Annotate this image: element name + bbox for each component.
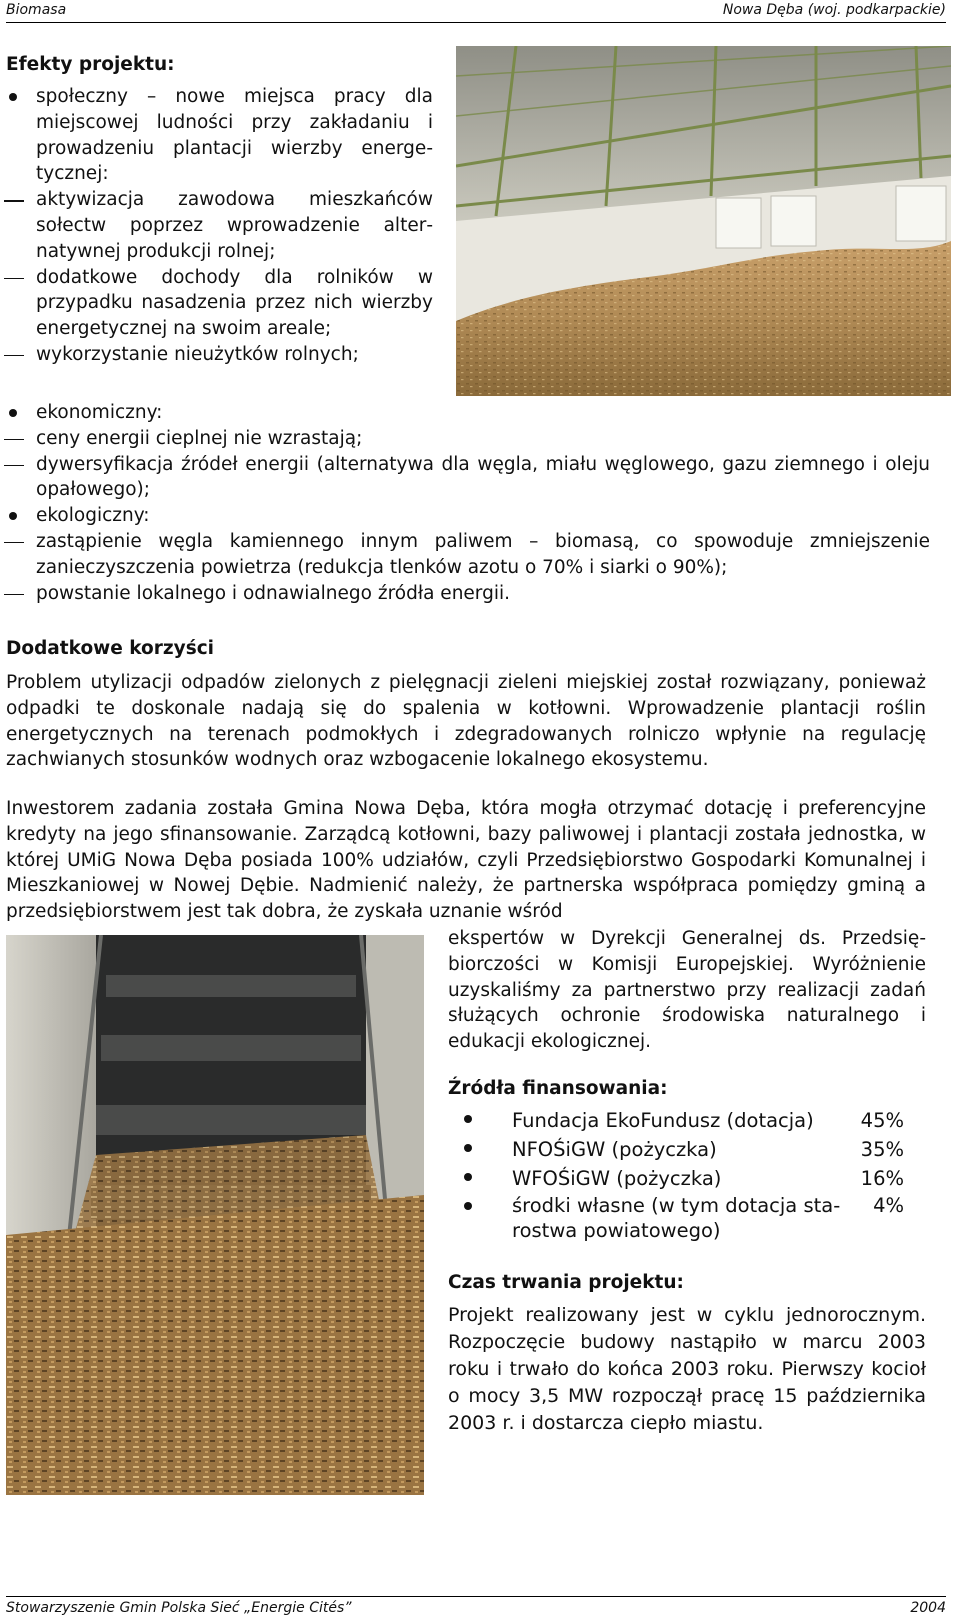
economic-subitems: [6, 426, 930, 503]
funding-item-percent: 45%: [860, 1109, 904, 1132]
effect-ecological: [6, 503, 930, 606]
ecological-subitems: [6, 529, 930, 606]
economic-subitem: dywersyfikacja źródeł energii (alternatywa dla węgla, miału węglowego, gazu ziemnego i oleju opałowego);: [6, 452, 930, 504]
funding-item-label: WFOŚiGW (pożyczka): [512, 1167, 722, 1190]
funding-item-percent: 4%: [873, 1194, 904, 1217]
investor-continuation: ekspertów w Dyrekcji Generalnej ds. Przedsiębiorczości w Komisji Europejskiej. Wyróżnienie uzyskaliśmy za partnerstwo przy realizacji zadań służących ochronie środowiska naturalnego i edukacji ekologicznej.: [448, 928, 926, 1053]
wood-chip-storage-photo: [456, 46, 951, 396]
social-subitem: wykorzystanie nieużytków rolnych;: [6, 342, 433, 368]
investor-paragraph: Inwestorem zadania została Gmina Nowa Dęba, która mogła otrzymać dotację i preferencyjne kredyty na jego sfinansowanie. Zarządcą kotłowni, bazy paliwowej i plantacji została jednostka, w której UMiG Nowa Dęba posiada 100% udziałów, czyli Przedsiębiorstwo Gospodarki Komunalnej i Mieszkaniowej w Nowej Dębie. Nadmienić należy, że partnerska współpraca pomiędzy gminą a przedsiębiorstwem jest tak dobra, że zyskała uznanie wśród: [6, 798, 926, 923]
effects-upper-list: [6, 84, 433, 368]
effects-heading: Efekty projektu:: [6, 54, 175, 75]
storage-hall-illustration: [456, 46, 951, 396]
footer-left: Stowarzyszenie Gmin Polska Sieć „Energie Cités”: [6, 1600, 352, 1616]
footer-right: 2004: [910, 1600, 946, 1616]
conveyor-illustration: [6, 935, 424, 1495]
funding-item-label: środki własne (w tym dotacja starostwa powiatowego): [512, 1194, 841, 1242]
running-footer: [6, 1596, 946, 1619]
duration-heading: Czas trwania projektu:: [448, 1272, 684, 1293]
economic-subitem: ceny energii cieplnej nie wzrastają;: [6, 426, 930, 452]
funding-item: [448, 1193, 908, 1243]
funding-heading: Źródła finansowania:: [448, 1078, 668, 1099]
benefits-heading: Dodatkowe korzyści: [6, 638, 215, 659]
effects-bullet-list-2: [6, 400, 930, 606]
duration-paragraph: Projekt realizowany jest w cyklu jednorocznym. Rozpoczęcie budowy nastąpiło w marcu 2003 roku i trwało do końca 2003 roku. Pierwszy kocioł o mocy 3,5 MW rozpoczął pracę 15 października 2003 r. i dostarcza ciepło miastu.: [448, 1304, 926, 1434]
effect-social-text: społeczny – nowe miejsca pracy dla miejscowej ludności przy zakładaniu i prowadzeniu plantacji wierzby energetycznej:: [36, 86, 433, 185]
funding-list: [448, 1106, 908, 1243]
ecological-subitem: zastąpienie węgla kamiennego innym paliwem – biomasą, co spowoduje zmniejszenie zanieczyszczenia powietrza (redukcja tlenków azotu o 70% i siarki o 90%);: [6, 529, 930, 581]
funding-item: [448, 1106, 908, 1135]
social-subitem: aktywizacja zawodowa mieszkańców sołectw poprzez wprowadzenie alternatywnej produkcji rolnej;: [6, 187, 433, 264]
social-subitems: [6, 187, 433, 368]
wood-chip-conveyor-photo: [6, 935, 424, 1495]
effects-lower-list: [6, 400, 930, 606]
effect-ecological-text: ekologiczny:: [36, 505, 150, 527]
effects-bullet-list: [6, 84, 433, 368]
header-right: Nowa Dęba (woj. podkarpackie): [722, 2, 946, 18]
header-left: Biomasa: [6, 2, 67, 18]
funding-item-label: Fundacja EkoFundusz (dotacja): [512, 1109, 814, 1132]
running-header: [6, 0, 946, 23]
effect-economic: [6, 400, 930, 503]
funding-item: [448, 1164, 908, 1193]
ecological-subitem: powstanie lokalnego i odnawialnego źródła energii.: [6, 581, 930, 607]
effect-economic-text: ekonomiczny:: [36, 402, 163, 423]
benefits-paragraph: Problem utylizacji odpadów zielonych z pielęgnacji zieleni miejskiej został rozwiązany, ponieważ odpadki te doskonale nadają się do spalenia w kotłowni. Wprowadzenie plantacji roślin energetycznych na terenach podmokłych i zdegradowanych rolniczo wpłynie na regulację zachwianych stosunków wodnych oraz wzbogacenie lokalnego ekosystemu.: [6, 672, 926, 771]
funding-item-percent: 16%: [860, 1167, 904, 1190]
effect-social: [6, 84, 433, 368]
funding-item: [448, 1135, 908, 1164]
funding-item-label: NFOŚiGW (pożyczka): [512, 1138, 717, 1161]
funding-item-percent: 35%: [860, 1138, 904, 1161]
social-subitem: dodatkowe dochody dla rolników w przypadku nasadzenia przez nich wierzby energetycznej na swoim areale;: [6, 265, 433, 342]
